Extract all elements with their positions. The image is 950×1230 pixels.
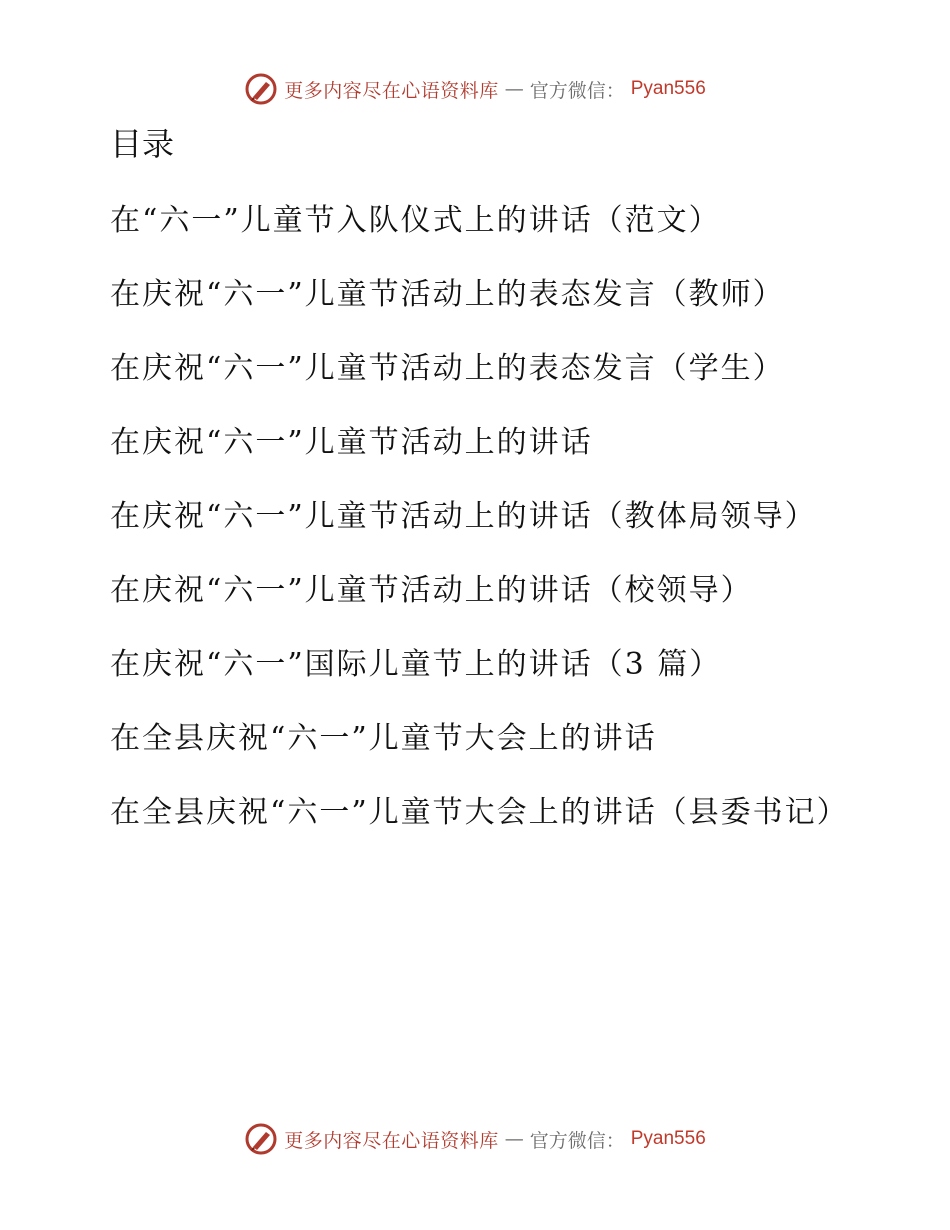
toc-item: 在全县庆祝“六一”儿童节大会上的讲话（县委书记）	[110, 795, 849, 830]
toc-item: 在庆祝“六一”儿童节活动上的讲话	[110, 425, 593, 460]
toc-item: 在庆祝“六一”儿童节活动上的讲话（校领导）	[110, 573, 753, 608]
banner-wechat-id: Pyan556	[630, 78, 706, 99]
toc-title: 目录	[110, 125, 175, 163]
banner-site-text: 更多内容尽在心语资料库	[284, 79, 499, 102]
pen-logo-icon	[244, 1122, 278, 1156]
footer-watermark	[0, 1122, 950, 1156]
toc-item: 在“六一”儿童节入队仪式上的讲话（范文）	[110, 203, 721, 238]
banner-wechat-id: Pyan556	[630, 1128, 706, 1149]
toc-item: 在全县庆祝“六一”儿童节大会上的讲话	[110, 721, 657, 756]
header-watermark	[0, 72, 950, 106]
banner-wechat-label: 官方微信：	[529, 79, 625, 102]
banner-site-text: 更多内容尽在心语资料库	[284, 1129, 499, 1152]
banner-separator: —	[504, 78, 524, 100]
banner-wechat-label: 官方微信：	[529, 1129, 625, 1152]
toc-item: 在庆祝“六一”国际儿童节上的讲话（3 篇）	[110, 647, 722, 682]
toc-section	[98, 118, 849, 858]
banner-separator: —	[504, 1128, 524, 1150]
toc-item: 在庆祝“六一”儿童节活动上的表态发言（学生）	[110, 351, 785, 386]
toc-item: 在庆祝“六一”儿童节活动上的表态发言（教师）	[110, 277, 785, 312]
toc-item: 在庆祝“六一”儿童节活动上的讲话（教体局领导）	[110, 499, 817, 534]
pen-logo-icon	[244, 72, 278, 106]
